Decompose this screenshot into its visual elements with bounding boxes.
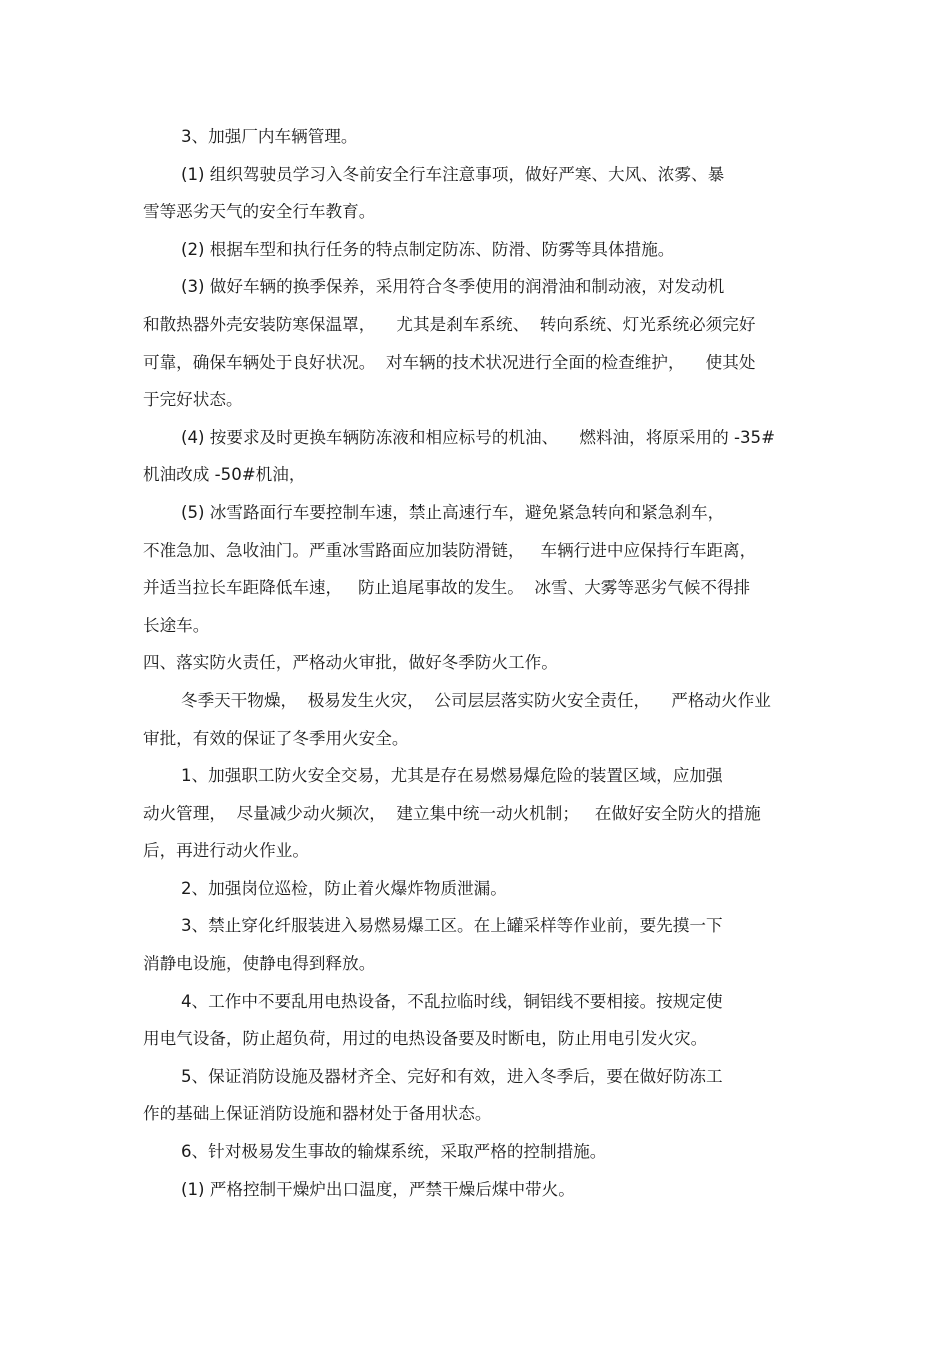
text-line: 3、加强厂内车辆管理。 [181, 127, 358, 146]
text-line: (3) 做好车辆的换季保养，采用符合冬季使用的润滑油和制动液，对发动机 [181, 277, 725, 297]
text-line: 不准急加、急收油门。严重冰雪路面应加装防滑链， 车辆行进中应保持行车距离， [143, 540, 757, 560]
text-line: (2) 根据车型和执行任务的特点制定防冻、防滑、防雾等具体措施。 [181, 239, 675, 259]
text-line: 用电气设备，防止超负荷，用过的电热设备要及时断电，防止用电引发火灾。 [143, 1029, 708, 1049]
text-line: 6、针对极易发生事故的输煤系统，采取严格的控制措施。 [181, 1142, 607, 1162]
text-line: 后，再进行动火作业。 [143, 841, 309, 861]
paragraph [143, 870, 813, 908]
document-body [143, 118, 813, 1208]
paragraph [143, 983, 813, 1058]
paragraph [143, 1133, 813, 1171]
text-line: 作的基础上保证消防设施和器材处于备用状态。 [143, 1104, 492, 1124]
paragraph [143, 682, 813, 757]
text-line: 雪等恶劣天气的安全行车教育。 [143, 202, 376, 222]
paragraph [143, 1171, 813, 1209]
text-line: 5、保证消防设施及器材齐全、完好和有效，进入冬季后，要在做好防冻工 [181, 1066, 723, 1086]
text-line: 机油改成 -50#机油， [143, 465, 306, 485]
text-line: 四、落实防火责任，严格动火审批，做好冬季防火工作。 [143, 653, 558, 673]
text-line: 于完好状态。 [143, 390, 243, 410]
paragraph [143, 1058, 813, 1133]
text-line: (5) 冰雪路面行车要控制车速，禁止高速行车，避免紧急转向和紧急刹车， [181, 502, 725, 522]
text-line: 2、加强岗位巡检，防止着火爆炸物质泄漏。 [181, 878, 507, 898]
text-line: 可靠，确保车辆处于良好状况。 对车辆的技术状况进行全面的检查维护， 使其处 [143, 352, 756, 372]
text-line: (1) 组织驾驶员学习入冬前安全行车注意事项，做好严寒、大风、浓雾、暴 [181, 164, 725, 184]
paragraph [143, 118, 813, 156]
text-line: 和散热器外壳安装防寒保温罩， 尤其是刹车系统、 转向系统、灯光系统必须完好 [143, 314, 756, 334]
paragraph [143, 907, 813, 982]
paragraph [143, 231, 813, 269]
paragraph [143, 757, 813, 870]
text-line: 冬季天干物燥， 极易发生火灾， 公司层层落实防火安全责任， 严格动火作业 [181, 690, 771, 710]
text-line: 长途车。 [143, 615, 210, 635]
paragraph [143, 268, 813, 418]
text-line: 动火管理， 尽量减少动火频次， 建立集中统一动火机制； 在做好安全防火的措施 [143, 803, 761, 823]
text-line: 4、工作中不要乱用电热设备，不乱拉临时线，铜铝线不要相接。按规定使 [181, 991, 723, 1011]
text-line: 1、加强职工防火安全交易，尤其是存在易燃易爆危险的装置区域，应加强 [181, 766, 723, 786]
paragraph [143, 156, 813, 231]
text-line: (4) 按要求及时更换车辆防冻液和相应标号的机油、 燃料油，将原采用的 -35# [181, 427, 775, 447]
text-line: 3、禁止穿化纤服装进入易燃易爆工区。在上罐采样等作业前，要先摸一下 [181, 916, 723, 936]
text-line: (1) 严格控制干燥炉出口温度，严禁干燥后煤中带火。 [181, 1179, 575, 1199]
text-line: 审批，有效的保证了冬季用火安全。 [143, 728, 409, 748]
paragraph [143, 644, 813, 682]
text-line: 消静电设施，使静电得到释放。 [143, 954, 376, 974]
text-line: 并适当拉长车距降低车速， 防止追尾事故的发生。 冰雪、大雾等恶劣气候不得排 [143, 578, 751, 598]
paragraph [143, 419, 813, 494]
paragraph [143, 494, 813, 644]
